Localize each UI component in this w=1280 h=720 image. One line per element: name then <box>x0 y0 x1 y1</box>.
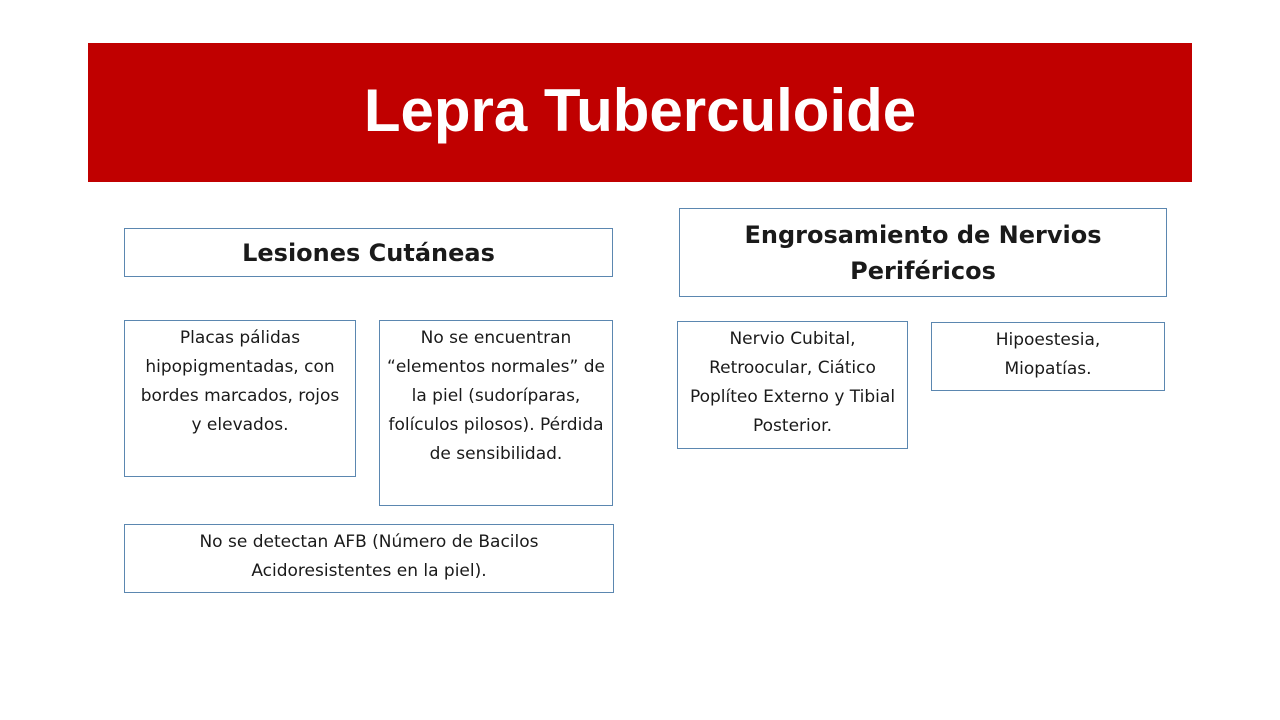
hypoesthesia-text: Hipoestesia, Miopatías. <box>995 330 1101 379</box>
pale-plaques-text: Placas pálidas hipopigmentadas, con bordes marcados, rojos y elevados. <box>140 328 340 435</box>
pale-plaques-box <box>124 320 356 477</box>
engrosamiento-nervios-header <box>679 208 1167 297</box>
hypoesthesia-box <box>931 322 1165 391</box>
nerves-text: Nervio Cubital, Retroocular, Ciático Poplíteo Externo y Tibial Posterior. <box>689 329 896 436</box>
nerves-box <box>677 321 908 449</box>
no-afb-text: No se detectan AFB (Número de Bacilos Acidoresistentes en la piel). <box>199 532 539 581</box>
no-skin-elements-text: No se encuentran “elementos normales” de la piel (sudoríparas, folículos pilosos). Pérdida de sensibilidad. <box>387 328 605 464</box>
no-skin-elements-box <box>379 320 613 506</box>
slide-title: Lepra Tuberculoide <box>363 77 917 144</box>
no-afb-box <box>124 524 614 593</box>
title-bar <box>88 43 1192 182</box>
lesiones-cutaneas-header <box>124 228 613 277</box>
lesiones-cutaneas-header-text: Lesiones Cutáneas <box>242 238 495 267</box>
engrosamiento-nervios-header-text: Engrosamiento de Nervios Periféricos <box>744 220 1102 285</box>
